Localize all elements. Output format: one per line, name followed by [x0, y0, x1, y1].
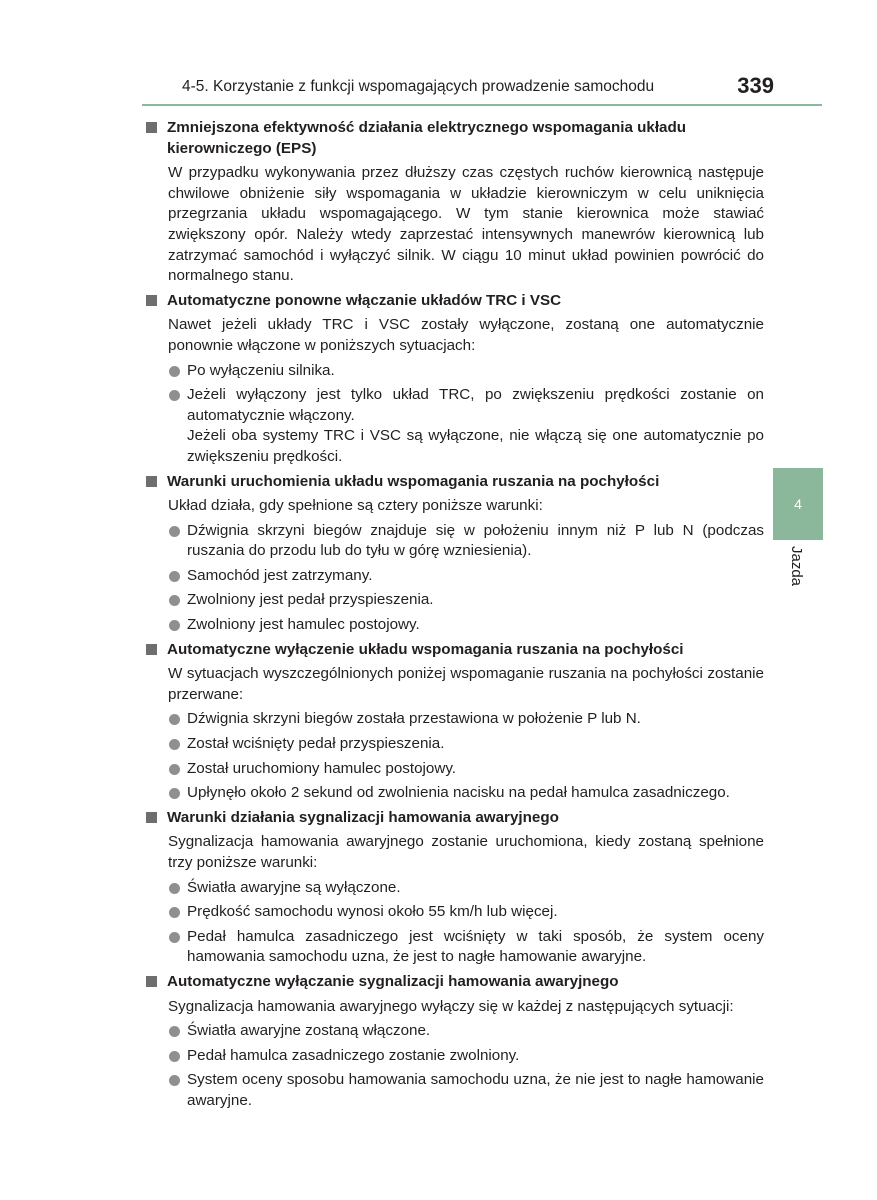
round-bullet-icon [169, 907, 180, 918]
square-bullet-icon [146, 976, 157, 987]
square-bullet-icon [146, 476, 157, 487]
chapter-title: 4-5. Korzystanie z funkcji wspomagających prowadzenie samochodu [182, 78, 655, 95]
section-heading [146, 118, 764, 159]
list-item-text: Jeżeli wyłączony jest tylko układ TRC, po zwiększeniu prędkości zostanie on automatycznie włączony. [187, 386, 764, 424]
list-item [146, 590, 764, 611]
round-bullet-icon [169, 764, 180, 775]
round-bullet-icon [169, 390, 180, 401]
list-item-text: Światła awaryjne zostaną włączone. [187, 1022, 431, 1040]
bullet-list [146, 521, 764, 636]
list-item [146, 361, 764, 382]
list-item [146, 759, 764, 780]
round-bullet-icon [169, 1075, 180, 1086]
page-content [146, 118, 764, 1116]
list-item [146, 734, 764, 755]
section [146, 472, 764, 636]
list-item-text: Światła awaryjne są wyłączone. [187, 878, 401, 896]
list-item [146, 566, 764, 587]
square-bullet-icon [146, 644, 157, 655]
page-header [142, 70, 822, 104]
header-divider [142, 104, 822, 106]
section-heading [146, 640, 764, 661]
bullet-list [146, 1021, 764, 1111]
list-item-text: Prędkość samochodu wynosi około 55 km/h lub więcej. [187, 903, 558, 921]
list-item-text: Dźwignia skrzyni biegów znajduje się w położeniu innym niż P lub N (podczas ruszania do przodu lub do tyłu w górę wzniesienia). [187, 521, 764, 560]
list-item [146, 1021, 764, 1042]
list-item [146, 783, 764, 804]
section-paragraph: W przypadku wykonywania przez dłuższy czas częstych ruchów kierownicą następuje chwilowe obniżenie siły wspomagania w układzie kierowniczym w celu uniknięcia przegrzania układu wspomagającego. W tym stanie kierownica może stawiać zwiększony opór. Należy wtedy zaprzestać intensywnych manewrów kierownicą lub zatrzymać samochód i wyłączyć silnik. W ciągu 10 minut układ powinien powrócić do normalnego stanu. [168, 164, 764, 285]
section-heading-text: Warunki działania sygnalizacji hamowania awaryjnego [167, 808, 559, 826]
section [146, 640, 764, 804]
list-item-text: Zwolniony jest hamulec postojowy. [187, 616, 420, 634]
section-heading [146, 972, 764, 993]
list-item-note: Jeżeli oba systemy TRC i VSC są wyłączone, nie włączą się one automatycznie po zwiększeniu prędkości. [187, 427, 764, 465]
round-bullet-icon [169, 526, 180, 537]
section [146, 972, 764, 1112]
round-bullet-icon [169, 932, 180, 943]
section [146, 118, 764, 287]
bullet-list [146, 878, 764, 968]
list-item-text: Po wyłączeniu silnika. [187, 361, 335, 379]
chapter-tab-number: 4 [794, 496, 802, 512]
chapter-tab-label: Jazda [788, 546, 805, 587]
bullet-list [146, 709, 764, 803]
section-heading-text: Automatyczne wyłączanie sygnalizacji hamowania awaryjnego [167, 972, 619, 990]
list-item-text: Został wciśnięty pedał przyspieszenia. [187, 735, 445, 753]
section-heading-text: Automatyczne ponowne włączanie układów TRC i VSC [167, 291, 562, 309]
section-heading [146, 291, 764, 312]
round-bullet-icon [169, 620, 180, 631]
round-bullet-icon [169, 1026, 180, 1037]
list-item-text: Samochód jest zatrzymany. [187, 566, 373, 584]
square-bullet-icon [146, 122, 157, 133]
section-paragraph: Sygnalizacja hamowania awaryjnego zostanie uruchomiona, kiedy zostaną spełnione trzy poniższe warunki: [168, 833, 764, 871]
round-bullet-icon [169, 788, 180, 799]
list-item-text: Pedał hamulca zasadniczego jest wciśnięty w taki sposób, że system oceny hamowania samochodu uzna, że jest to nagłe hamowanie awaryjne. [187, 927, 764, 966]
section-heading [146, 472, 764, 493]
list-item-text: System oceny sposobu hamowania samochodu uzna, że nie jest to nagłe hamowanie awaryjne. [187, 1071, 764, 1109]
round-bullet-icon [169, 883, 180, 894]
section-paragraph: Sygnalizacja hamowania awaryjnego wyłączy się w każdej z następujących sytuacji: [168, 997, 734, 1015]
section [146, 291, 764, 468]
section-paragraph: W sytuacjach wyszczególnionych poniżej wspomaganie ruszania na pochyłości zostanie przerwane: [168, 665, 764, 703]
section-heading-text: Warunki uruchomienia układu wspomagania ruszania na pochyłości [167, 472, 660, 490]
section-paragraph: Nawet jeżeli układy TRC i VSC zostały wyłączone, zostaną one automatycznie ponownie włączone w poniższych sytuacjach: [168, 316, 764, 354]
list-item [146, 878, 764, 899]
chapter-tab [773, 468, 823, 540]
round-bullet-icon [169, 595, 180, 606]
section-heading [146, 808, 764, 829]
round-bullet-icon [169, 714, 180, 725]
list-item [146, 521, 764, 562]
list-item [146, 927, 764, 968]
round-bullet-icon [169, 366, 180, 377]
round-bullet-icon [169, 739, 180, 750]
section [146, 808, 764, 968]
square-bullet-icon [146, 812, 157, 823]
section-heading-text: Automatyczne wyłączenie układu wspomagania ruszania na pochyłości [167, 640, 684, 658]
list-item [146, 615, 764, 636]
section-paragraph: Układ działa, gdy spełnione są cztery poniższe warunki: [168, 497, 543, 515]
square-bullet-icon [146, 295, 157, 306]
bullet-list [146, 361, 764, 468]
list-item-text: Dźwignia skrzyni biegów została przestawiona w położenie P lub N. [187, 710, 641, 728]
round-bullet-icon [169, 1051, 180, 1062]
list-item-text: Upłynęło około 2 sekund od zwolnienia nacisku na pedał hamulca zasadniczego. [187, 784, 730, 802]
section-heading-text: Zmniejszona efektywność działania elektrycznego wspomagania układu kierowniczego (EPS) [167, 119, 687, 157]
list-item-text: Pedał hamulca zasadniczego zostanie zwolniony. [187, 1046, 520, 1064]
page-number: 339 [737, 73, 774, 98]
list-item [146, 709, 764, 730]
list-item [146, 1070, 764, 1111]
round-bullet-icon [169, 571, 180, 582]
list-item-text: Został uruchomiony hamulec postojowy. [187, 759, 456, 777]
list-item [146, 385, 764, 467]
list-item-text: Zwolniony jest pedał przyspieszenia. [187, 591, 434, 609]
list-item [146, 902, 764, 923]
list-item [146, 1046, 764, 1067]
